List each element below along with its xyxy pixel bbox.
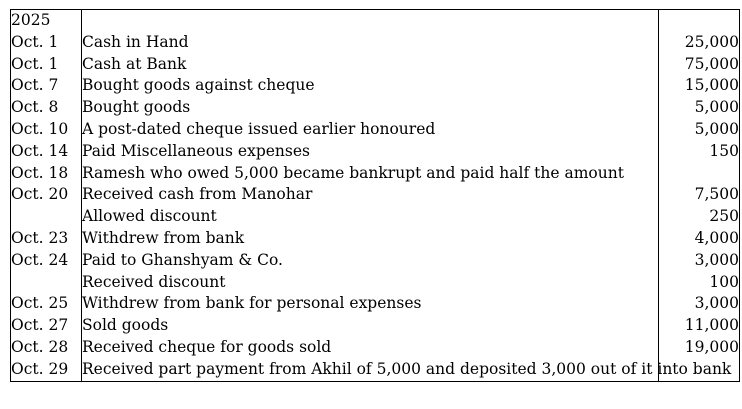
row-amount: 75,000 — [684, 54, 739, 73]
table-row — [11, 315, 740, 337]
row-date: Oct. 29 — [11, 359, 82, 381]
row-particulars: Cash at Bank — [82, 54, 659, 76]
row-amount: 19,000 — [684, 337, 739, 356]
row-particulars: Received discount — [82, 272, 659, 294]
table-row — [11, 184, 740, 206]
table-row — [11, 293, 740, 315]
row-date: Oct. 8 — [11, 97, 82, 119]
row-particulars: Paid Miscellaneous expenses — [82, 141, 659, 163]
table-row — [11, 32, 740, 54]
year-row — [11, 10, 740, 32]
row-date — [11, 272, 82, 294]
year-row-particulars — [82, 10, 659, 32]
row-particulars: Paid to Ghanshyam & Co. — [82, 250, 659, 272]
row-particulars: Received cheque for goods sold — [82, 337, 659, 359]
row-date: Oct. 24 — [11, 250, 82, 272]
table-row — [11, 359, 740, 381]
year-row-amount — [659, 10, 740, 32]
row-date: Oct. 1 — [11, 32, 82, 54]
row-amount: 100 — [709, 272, 739, 291]
row-amount: 11,000 — [684, 316, 739, 335]
table-row — [11, 75, 740, 97]
row-date: Oct. 10 — [11, 119, 82, 141]
year-label: 2025 — [11, 10, 82, 32]
transactions-table — [10, 9, 740, 382]
row-date: Oct. 7 — [11, 75, 82, 97]
row-date: Oct. 1 — [11, 54, 82, 76]
row-amount: 15,000 — [684, 76, 739, 95]
row-particulars: Ramesh who owed 5,000 became bankrupt and paid half the amount — [82, 163, 659, 185]
row-amount: 7,500 — [694, 185, 739, 204]
row-particulars: Allowed discount — [82, 206, 659, 228]
row-particulars: Sold goods — [82, 315, 659, 337]
row-amount — [659, 163, 740, 185]
row-amount: 150 — [709, 141, 739, 160]
row-amount: 5,000 — [694, 119, 739, 138]
row-amount: 3,000 — [694, 250, 739, 269]
row-date: Oct. 27 — [11, 315, 82, 337]
table-row — [11, 250, 740, 272]
row-amount: 5,000 — [694, 98, 739, 117]
table-row — [11, 206, 740, 228]
row-particulars: Cash in Hand — [82, 32, 659, 54]
table-row — [11, 141, 740, 163]
row-date — [11, 206, 82, 228]
row-particulars: Received cash from Manohar — [82, 184, 659, 206]
row-particulars: Bought goods against cheque — [82, 75, 659, 97]
row-date: Oct. 23 — [11, 228, 82, 250]
row-date: Oct. 18 — [11, 163, 82, 185]
row-particulars: Withdrew from bank — [82, 228, 659, 250]
table-row — [11, 337, 740, 359]
table-row — [11, 54, 740, 76]
row-date: Oct. 14 — [11, 141, 82, 163]
row-particulars: Bought goods — [82, 97, 659, 119]
row-amount: 4,000 — [694, 228, 739, 247]
row-amount: 25,000 — [684, 32, 739, 51]
row-particulars: Received part payment from Akhil of 5,000 and deposited 3,000 out of it into bank — [82, 359, 659, 381]
table-row — [11, 272, 740, 294]
row-amount: 3,000 — [694, 294, 739, 313]
table-row — [11, 228, 740, 250]
row-date: Oct. 25 — [11, 293, 82, 315]
row-date: Oct. 20 — [11, 184, 82, 206]
row-particulars: Withdrew from bank for personal expenses — [82, 293, 659, 315]
row-amount: 250 — [709, 207, 739, 226]
table-row — [11, 119, 740, 141]
row-date: Oct. 28 — [11, 337, 82, 359]
row-particulars: A post-dated cheque issued earlier honoured — [82, 119, 659, 141]
table-row — [11, 163, 740, 185]
table-row — [11, 97, 740, 119]
